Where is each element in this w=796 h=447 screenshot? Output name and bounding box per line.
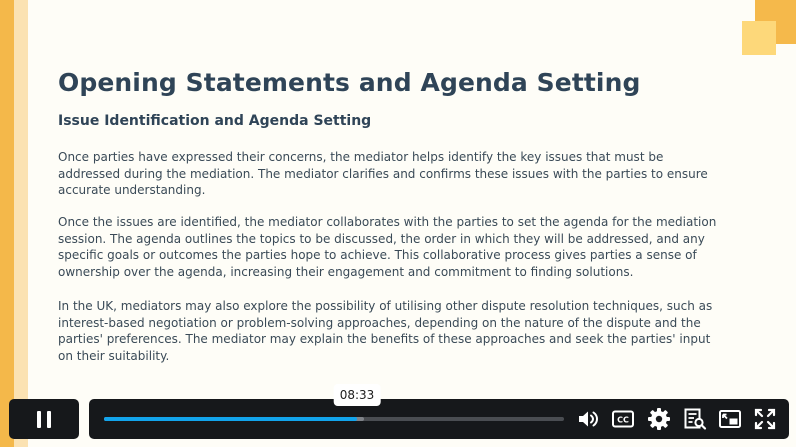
left-accent-stripe-light: [14, 0, 28, 447]
played-progress: [104, 417, 357, 421]
settings-button[interactable]: [647, 407, 671, 431]
player-control-bar: [89, 399, 789, 439]
transcript-icon: [683, 407, 707, 431]
transcript-button[interactable]: [683, 407, 707, 431]
progress-bar[interactable]: [104, 417, 564, 421]
slide-paragraph-2: Once the issues are identified, the mediator collaborates with the parties to set the agenda for the mediation session. The agenda outlines the topics to be discussed, the order in which they will be addressed, and any specific goals or outcomes the parties hope to achieve. This collaborative process gives parties a sense of ownership over the agenda, increasing their engagement and commitment to finding solutions.: [58, 215, 717, 279]
current-time-tooltip: 08:33: [334, 384, 381, 406]
pause-button[interactable]: [9, 399, 79, 439]
captions-label: CC: [617, 415, 629, 425]
corner-decoration-front: [742, 21, 776, 55]
volume-icon: [576, 407, 600, 431]
slide-paragraph-3: In the UK, mediators may also explore the possibility of utilising other dispute resolution techniques, such as interest-based negotiation or problem-solving approaches, depending on the nature of the dispute and the parties' preferences. The mediator may explain the benefits of these approaches and seek the parties' input on their suitability.: [58, 299, 713, 363]
volume-button[interactable]: [576, 407, 600, 431]
captions-icon: [611, 407, 635, 431]
picture-in-picture-button[interactable]: [718, 407, 742, 431]
slide-title: Opening Statements and Agenda Setting: [58, 68, 641, 97]
gear-icon: [647, 407, 671, 431]
slide-subtitle: Issue Identification and Agenda Setting: [58, 113, 372, 129]
pause-icon: [34, 411, 54, 428]
fullscreen-button[interactable]: [753, 407, 777, 431]
picture-in-picture-icon: [718, 407, 742, 431]
slide-paragraph-1: Once parties have expressed their concerns, the mediator helps identify the key issues that must be addressed during the mediation. The mediator clarifies and confirms these issues with the parties to ensure accurate understanding.: [58, 150, 708, 198]
left-accent-stripe: [0, 0, 14, 447]
fullscreen-icon: [753, 407, 777, 431]
captions-button[interactable]: [611, 407, 635, 431]
